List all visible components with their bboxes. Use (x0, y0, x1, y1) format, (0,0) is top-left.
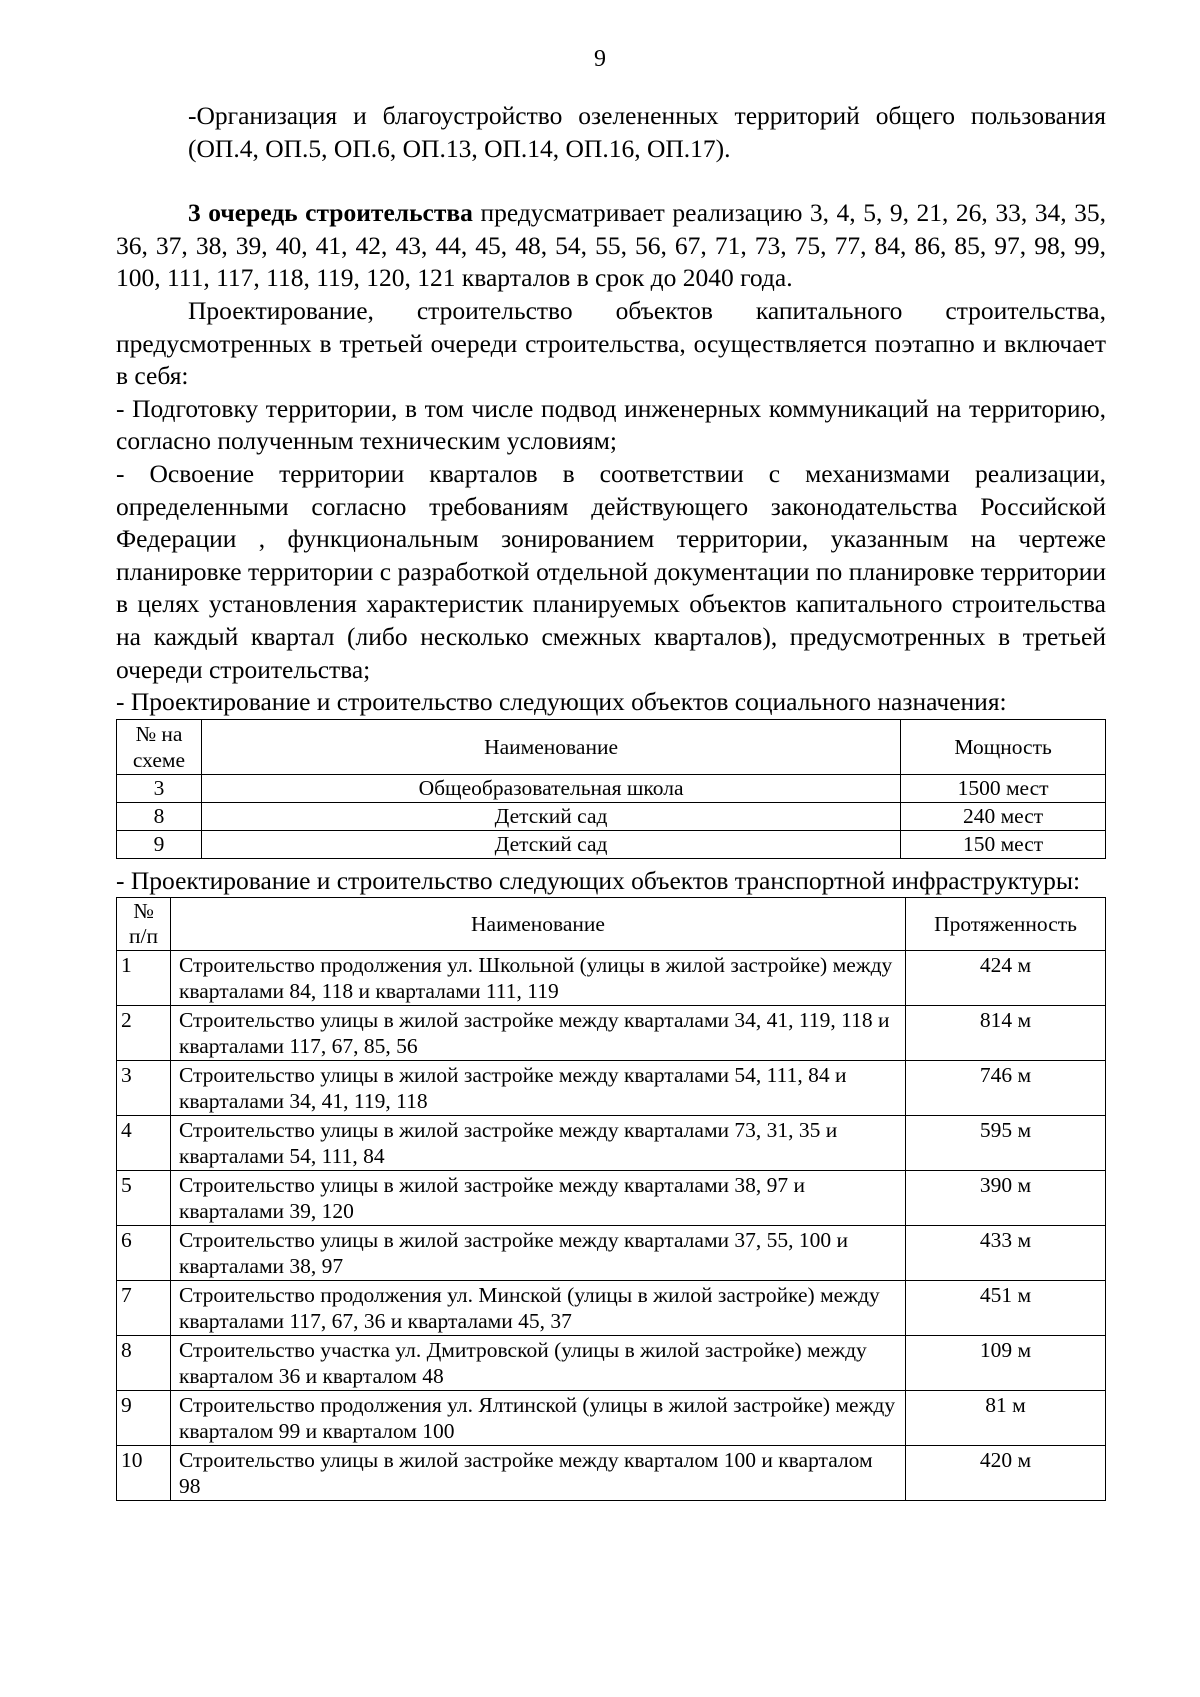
cell-num: 7 (117, 1281, 171, 1336)
social-objects-table (116, 719, 1106, 859)
table-header-row (117, 898, 1106, 951)
cell-name: Строительство улицы в жилой застройке между кварталами 37, 55, 100 и кварталами 38, 97 (170, 1226, 905, 1281)
cell-name: Строительство улицы в жилой застройке между кварталом 100 и кварталом 98 (170, 1446, 905, 1501)
table-header-row (117, 719, 1106, 774)
cell-length: 451 м (906, 1281, 1106, 1336)
cell-length: 390 м (906, 1171, 1106, 1226)
intro-list-item: -Организация и благоустройство озелененных территорий общего пользования (ОП.4, ОП.5, ОП.6, ОП.13, ОП.14, ОП.16, ОП.17). (188, 101, 1106, 163)
table-row (117, 1446, 1106, 1501)
cell-length: 81 м (906, 1391, 1106, 1446)
design-paragraph: Проектирование, строительство объектов капитального строительства, предусмотренных в третьей очереди строительства, осуществляется поэтапно и включает в себя: (116, 295, 1106, 391)
transport-objects-table (116, 897, 1106, 1501)
table-row (117, 1116, 1106, 1171)
stage-title: 3 очередь строительства (188, 198, 473, 228)
cell-name: Строительство улицы в жилой застройке между кварталами 38, 97 и кварталами 39, 120 (170, 1171, 905, 1226)
cell-num: 9 (117, 830, 202, 858)
cell-num: 3 (117, 774, 202, 802)
cell-name: Строительство улицы в жилой застройке между кварталами 54, 111, 84 и кварталами 34, 41, 119, 118 (170, 1061, 905, 1116)
table-row (117, 1006, 1106, 1061)
cell-name: Строительство улицы в жилой застройке между кварталами 73, 31, 35 и кварталами 54, 111, 84 (170, 1116, 905, 1171)
header-name: Наименование (201, 719, 900, 774)
cell-name: Общеобразовательная школа (201, 774, 900, 802)
cell-num: 4 (117, 1116, 171, 1171)
cell-name: Детский сад (201, 830, 900, 858)
cell-name: Строительство улицы в жилой застройке между кварталами 34, 41, 119, 118 и кварталами 117, 67, 85, 56 (170, 1006, 905, 1061)
cell-name: Строительство участка ул. Дмитровской (улицы в жилой застройке) между кварталом 36 и кварталом 48 (170, 1336, 905, 1391)
table-row (117, 1061, 1106, 1116)
cell-num: 5 (117, 1171, 171, 1226)
social-intro-paragraph: - Проектирование и строительство следующих объектов социального назначения: (116, 687, 1007, 717)
cell-length: 424 м (906, 951, 1106, 1006)
table-row (117, 1281, 1106, 1336)
cell-num: 2 (117, 1006, 171, 1061)
table-row (117, 1391, 1106, 1446)
cell-num: 6 (117, 1226, 171, 1281)
table-row (117, 1226, 1106, 1281)
cell-length: 814 м (906, 1006, 1106, 1061)
document-body (116, 100, 1106, 1501)
header-num: № п/п (117, 898, 171, 951)
cell-num: 10 (117, 1446, 171, 1501)
header-name: Наименование (170, 898, 905, 951)
header-capacity: Мощность (901, 719, 1106, 774)
cell-capacity: 240 мест (901, 802, 1106, 830)
prep-paragraph: - Подготовку территории, в том числе подвод инженерных коммуникаций на территорию, согласно полученным техническим условиям; (116, 393, 1106, 456)
cell-num: 3 (117, 1061, 171, 1116)
cell-num: 8 (117, 802, 202, 830)
stage-text: предусматривает реализацию 3, 4, 5, 9, 21, 26, 33, 34, 35, 36, 37, 38, 39, 40, 41, 42, 43, 44, 45, 48, 54, 55, 56, 67, 71, 73, 75, 77, 84, 86, 85, 97, 98, 99, 100, 111, 117, 118, 119, 120, 121 кварталов в срок до 2040 года. (116, 198, 1106, 293)
table-row (117, 1171, 1106, 1226)
table-row (117, 1336, 1106, 1391)
table-row (117, 774, 1106, 802)
cell-length: 433 м (906, 1226, 1106, 1281)
cell-length: 595 м (906, 1116, 1106, 1171)
cell-length: 746 м (906, 1061, 1106, 1116)
table-row (117, 802, 1106, 830)
cell-name: Строительство продолжения ул. Минской (улицы в жилой застройке) между кварталами 117, 67, 36 и кварталами 45, 37 (170, 1281, 905, 1336)
cell-capacity: 1500 мест (901, 774, 1106, 802)
cell-length: 420 м (906, 1446, 1106, 1501)
cell-num: 9 (117, 1391, 171, 1446)
cell-num: 1 (117, 951, 171, 1006)
table-row (117, 830, 1106, 858)
develop-paragraph: - Освоение территории кварталов в соответствии с механизмами реализации, определенными согласно требованиям действующего законодательства Российской Федерации , функциональным зонированием территории, указанным на чертеже планировке территории с разработкой отдельной документации по планировке территории в целях установления характеристик планируемых объектов капитального строительства на каждый квартал (либо несколько смежных кварталов), предусмотренных в третьей очереди строительства; (116, 458, 1106, 684)
cell-name: Строительство продолжения ул. Школьной (улицы в жилой застройке) между кварталами 84, 118 и кварталами 111, 119 (170, 951, 905, 1006)
page-number: 9 (594, 46, 606, 72)
cell-name: Детский сад (201, 802, 900, 830)
table-row (117, 951, 1106, 1006)
header-num: № на схеме (117, 719, 202, 774)
cell-name: Строительство продолжения ул. Ялтинской (улицы в жилой застройке) между кварталом 99 и кварталом 100 (170, 1391, 905, 1446)
stage-paragraph (116, 197, 1106, 295)
header-length: Протяженность (906, 898, 1106, 951)
transport-intro-paragraph: - Проектирование и строительство следующих объектов транспортной инфраструктуры: (116, 865, 1081, 895)
cell-capacity: 150 мест (901, 830, 1106, 858)
cell-length: 109 м (906, 1336, 1106, 1391)
cell-num: 8 (117, 1336, 171, 1391)
